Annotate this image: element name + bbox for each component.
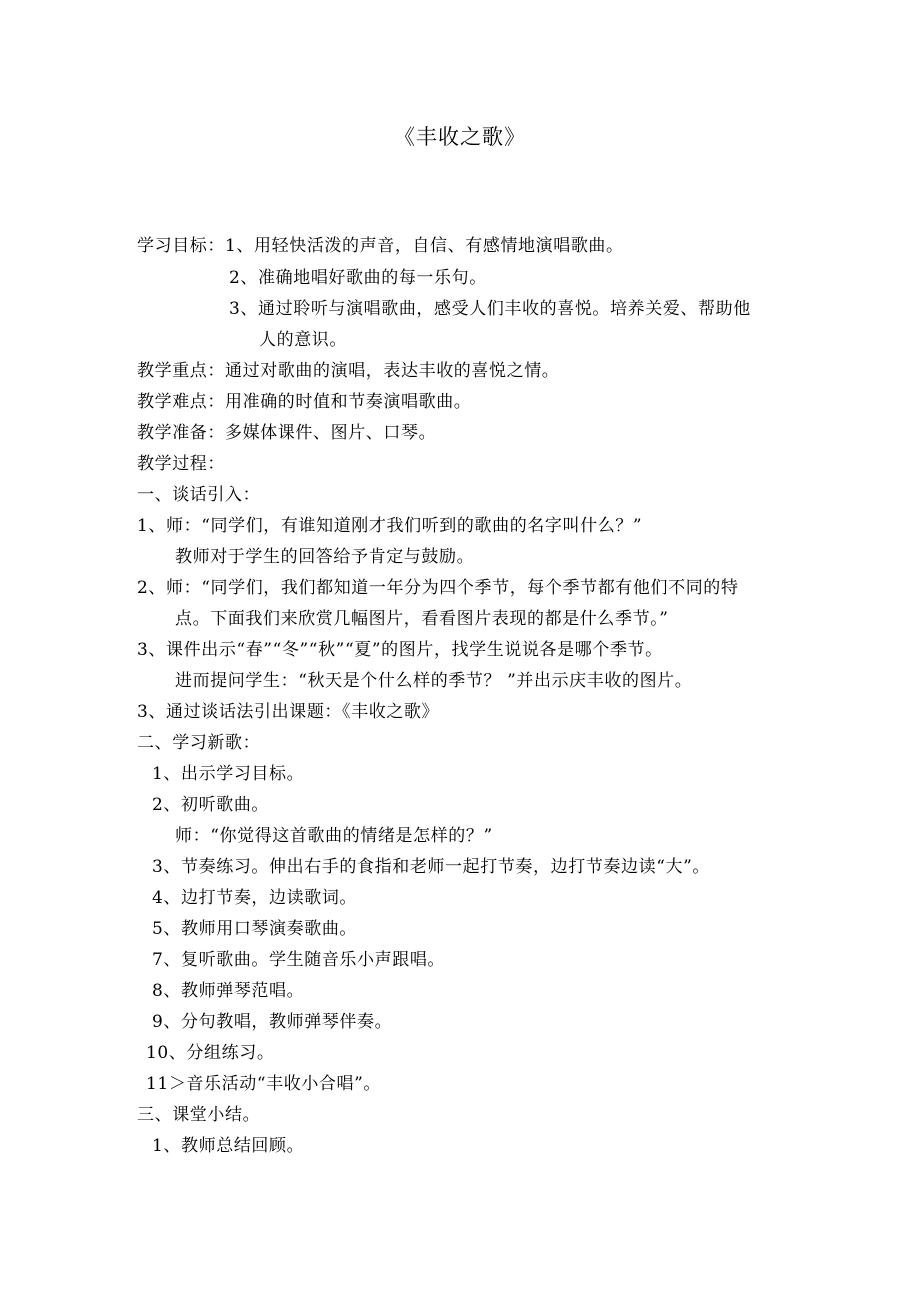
step-1-3-cont: 进而提问学生：“秋天是个什么样的季节？ ”并出示庆丰收的图片。 <box>175 671 693 691</box>
section-1-heading: 一、谈话引入： <box>137 485 261 505</box>
teaching-difficulty: 教学难点：用准确的时值和节奏演唱歌曲。 <box>137 392 472 412</box>
section-2-heading: 二、学习新歌： <box>137 733 261 753</box>
objective-1: 学习目标：1、用轻快活泼的声音，自信、有感情地演唱歌曲。 <box>137 236 624 256</box>
teaching-focus: 教学重点：通过对歌曲的演唱，表达丰收的喜悦之情。 <box>137 361 560 381</box>
objective-2: 2、准确地唱好歌曲的每一乐句。 <box>229 268 487 288</box>
document-title: 《丰收之歌》 <box>394 125 526 149</box>
step-1-1: 1、师：“同学们，有谁知道刚才我们听到的歌曲的名字叫什么？” <box>137 516 643 536</box>
step-1-4: 3、通过谈话法引出课题：《丰收之歌》 <box>137 702 440 722</box>
step-2-4: 4、边打节奏，边读歌词。 <box>152 888 358 908</box>
step-2-10: 10、分组练习。 <box>146 1043 275 1063</box>
step-1-2: 2、师：“同学们，我们都知道一年分为四个季节，每个季节都有他们不同的特 <box>137 578 739 598</box>
step-1-1-note: 教师对于学生的回答给予肯定与鼓励。 <box>175 547 475 567</box>
step-2-9: 9、分句教唱，教师弹琴伴奏。 <box>152 1012 393 1032</box>
section-3-heading: 三、课堂小结。 <box>137 1105 261 1125</box>
step-2-1: 1、出示学习目标。 <box>152 764 305 784</box>
step-2-2-question: 师：“你觉得这首歌曲的情绪是怎样的？” <box>175 826 493 846</box>
step-1-3: 3、课件出示“春”“冬”“秋”“夏”的图片，找学生说说各是哪个季节。 <box>137 640 663 660</box>
step-2-2: 2、初听歌曲。 <box>152 795 270 815</box>
objective-3-cont: 人的意识。 <box>259 330 347 350</box>
teaching-process-heading: 教学过程： <box>137 454 225 474</box>
step-3-1: 1、教师总结回顾。 <box>152 1136 305 1156</box>
step-2-7: 7、复听歌曲。学生随音乐小声跟唱。 <box>152 950 446 970</box>
step-1-2-cont: 点。下面我们来欣赏几幅图片，看看图片表现的都是什么季节。” <box>175 609 669 629</box>
objective-3: 3、通过聆听与演唱歌曲，感受人们丰收的喜悦。培养关爱、帮助他 <box>229 299 751 319</box>
step-2-5: 5、教师用口琴演奏歌曲。 <box>152 919 358 939</box>
teaching-preparation: 教学准备：多媒体课件、图片、口琴。 <box>137 423 437 443</box>
step-2-8: 8、教师弹琴范唱。 <box>152 981 305 1001</box>
step-2-3: 3、节奏练习。伸出右手的食指和老师一起打节奏，边打节奏边读“大”。 <box>152 857 710 877</box>
step-2-11: 11＞音乐活动“丰收小合唱”。 <box>146 1074 382 1094</box>
